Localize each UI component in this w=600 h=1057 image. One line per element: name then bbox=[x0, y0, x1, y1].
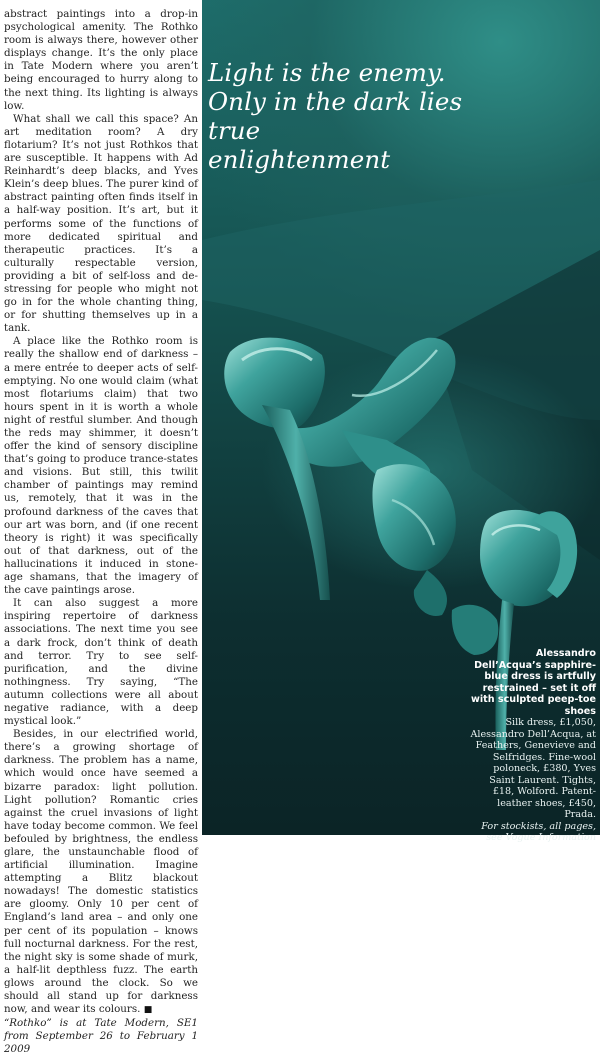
pull-quote-line: enlightenment bbox=[208, 145, 391, 174]
caption-lead: Alessandro Dell’Acqua’s sapphire-blue dress is artfully restrained – set it off with sculpted peep-toe shoes bbox=[470, 648, 596, 717]
article-paragraph bbox=[4, 728, 198, 1017]
caption-details: Silk dress, £1,050, Alessandro Dell’Acqua, at Feathers, Genevieve and Selfridges. Fine-wool poloneck, £380, Yves Saint Laurent. Tights, £18, Wolford. Patent-leather shoes, £450, Prada. bbox=[470, 717, 596, 820]
article-paragraph: It can also suggest a more inspiring repertoire of darkness associations. The next time you see a dark frock, don’t think of death and terror. Try to see self-purification, and the divine nothingness. Try saying, “The autumn collections were all about negative radiance, with a deep mystical look.” bbox=[4, 597, 198, 728]
pull-quote-line: Light is the enemy. bbox=[208, 58, 446, 87]
article-paragraph: What shall we call this space? An art meditation room? A dry flotarium? It’s not just Rothkos that are susceptible. It happens with Ad Reinhardt’s deep blacks, and Yves Klein’s deep blues. The purer kind of abstract painting often finds itself in a half-way position. It’s art, but it performs some of the functions of more dedicated spiritual and therapeutic practices. It’s a culturally respectable version, providing a bit of self-loss and de-stressing for people who might not go in for the whole chanting thing, or for shutting themselves up in a tank. bbox=[4, 112, 198, 335]
article-body bbox=[4, 8, 198, 1057]
pull-quote-line: Only in the dark lies true bbox=[208, 87, 463, 145]
article-paragraph: A place like the Rothko room is really the shallow end of darkness – a mere entrée to deeper acts of self-emptying. No one would claim (what most flotariums claim) that two hours spent in it is worth a whole night of restful slumber. And though the reds may shimmer, it doesn’t offer the kind of sensory discipline that’s going to produce trance-states and visions. But still, this twilit chamber of paintings may remind us, remotely, that it was in the profound darkness of the caves that our art was born, and (if one recent theory is right) it was specifically out of that darkness, out of the hallucinations it induced in stone-age shamans, that the imagery of the cave paintings arose. bbox=[4, 335, 198, 597]
photo-caption bbox=[470, 648, 596, 844]
exhibition-credit: “Rothko” is at Tate Modern, SE1 from September 26 to February 1 2009 bbox=[4, 1017, 198, 1056]
pull-quote bbox=[208, 58, 508, 174]
photo-panel bbox=[202, 0, 600, 843]
end-mark: ■ bbox=[143, 1005, 153, 1016]
article-paragraph-text: Besides, in our electrified world, there’s a growing shortage of darkness. The problem has a name, which would once have seemed a bizarre paradox: light pollution. Light pollution? Romantic cries against the cruel invasions of light have today become common. We feel befouled by brightness, the endless glare, the unstaunchable flood of artificial illumination. Imagine attempting a Blitz blackout nowadays! The domestic statistics are gloomy. Only 10 per cent of England’s land area – and only one per cent of its population – knows full nocturnal darkness. For the rest, the night sky is some shade of murk, a half-lit depthless fuzz. The earth glows around the clock. So we should all stand up for darkness now, and wear its colours. bbox=[4, 728, 198, 1016]
article-paragraph: abstract paintings into a drop-in psychological amenity. The Rothko room is always there, however other displays change. It’s the only place in Tate Modern where you aren’t being encouraged to hurry along to the next thing. Its lighting is always low. bbox=[4, 8, 198, 112]
middle-ruffle bbox=[372, 464, 455, 616]
article-column bbox=[0, 0, 202, 1056]
caption-stockists: For stockists, all pages, see Vogue Information bbox=[481, 820, 596, 843]
